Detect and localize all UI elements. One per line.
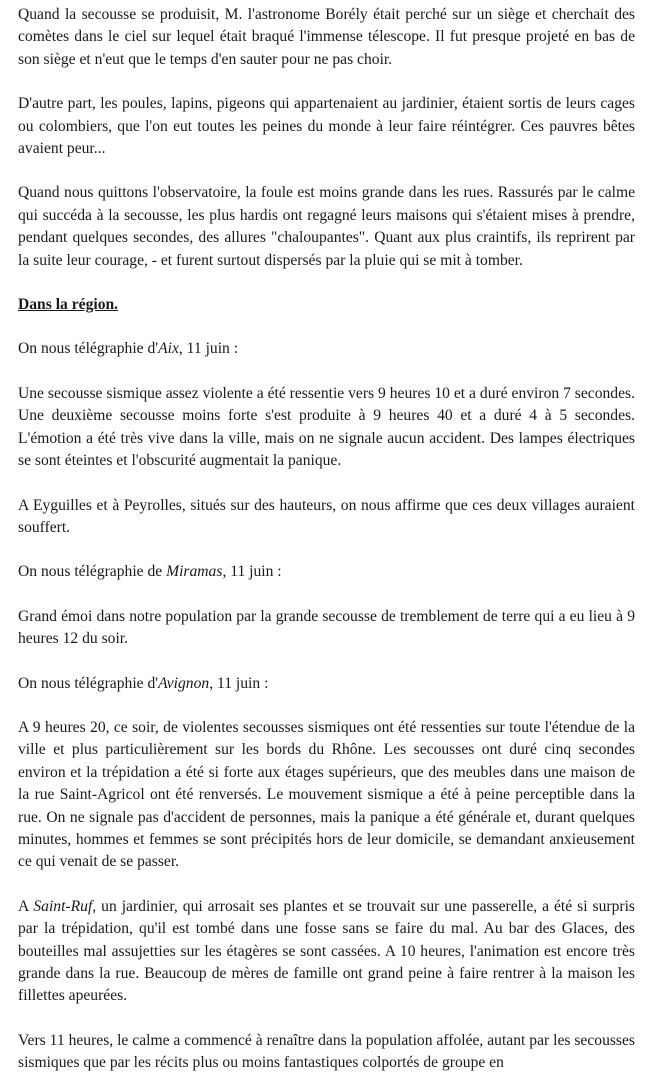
place-name: Aix	[158, 340, 179, 358]
text-run: A	[18, 897, 34, 915]
text-run: Une secousse sismique assez violente a été ressentie vers 9 heures 10 et a duré environ 7 secondes. Une deuxième secousse moins forte s'est produite à 9 heures 40 et a duré 4 à 5 secondes. L'émotion a été très vive dans la ville, mais on ne signale aucun accident. Des lampes électriques se sont éteintes et l'obscurité augmentait la panique.	[18, 384, 635, 470]
text-run: , 11 juin :	[222, 563, 282, 581]
text-run: Dans la région.	[18, 296, 119, 314]
paragraph-borely	[18, 4, 635, 71]
text-run: A 9 heures 20, ce soir, de violentes secousses sismiques ont été ressenties sur toute l'étendue de la ville et plus particulièrement sur les bords du Rhône. Les secousses ont duré cinq secondes environ et la trépidation a été si forte aux étages supérieurs, que des meubles dans une maison de la rue Saint-Agricol ont été renversés. Le mouvement sismique a été à peine perceptible dans la rue. On ne signale pas d'accident de personnes, mais la panique a été générale et, durant quelques minutes, hommes et femmes se sont précipités hors de leur domicile, se demandant anxieusement ce qui venait de se passer.	[18, 718, 635, 871]
place-name: Avignon	[158, 674, 210, 692]
text-run: On nous télégraphie de	[18, 563, 167, 581]
place-name: Miramas	[166, 563, 223, 581]
dateline-aix	[18, 338, 635, 360]
paragraph-aix-report	[18, 383, 635, 473]
text-run: , un jardinier, qui arrosait ses plantes et se trouvait sur une passerelle, a été si surpris par la trépidation, qu'il est tombé dans une fosse sans se faire du mal. Au bar des Glaces, des bouteilles mal assujetties sur les étagères se sont cassées. A 10 heures, l'animation est encore très grande dans la rue. Beaucoup de mères de famille ont grand peine à faire rentrer à la maison les fillettes apeurées.	[18, 897, 635, 1005]
paragraph-saint-ruf	[18, 896, 635, 1008]
text-run: Quand la secousse se produisit, M. l'astronome Borély était perché sur un siège et cherchait des comètes dans le ciel sur lequel était braqué l'immense télescope. Il fut presque projeté en bas de son siège et n'eut que le temps d'en sauter pour ne pas choir.	[18, 6, 635, 68]
text-run: Vers 11 heures, le calme a commencé à renaître dans la population affolée, autant par les secousses sismiques que par les récits plus ou moins fantastiques colportés de groupe en	[18, 1031, 635, 1072]
text-run: On nous télégraphie d'	[18, 674, 159, 692]
dateline-miramas	[18, 561, 635, 583]
paragraph-leaving-observatory	[18, 182, 635, 272]
text-run: , 11 juin :	[209, 674, 269, 692]
dateline-avignon	[18, 673, 635, 695]
text-run: Grand émoi dans notre population par la grande secousse de tremblement de terre qui a eu lieu à 9 heures 12 du soir.	[18, 607, 635, 648]
section-heading-region	[18, 294, 635, 316]
paragraph-avignon-report	[18, 717, 635, 874]
paragraph-eyguilles-peyrolles	[18, 495, 635, 540]
text-run: A Eyguilles et à Peyrolles, situés sur des hauteurs, on nous affirme que ces deux villages auraient souffert.	[18, 496, 635, 536]
text-run: Quand nous quittons l'observatoire, la foule est moins grande dans les rues. Rassurés par le calme qui succéda à la secousse, les plus hardis ont regagné leurs maisons qui s'étaient mises à prendre, pendant quelques secondes, des allures "chaloupantes". Quant aux plus craintifs, ils reprirent par la suite leur courage, - et furent surtout dispersés par la pluie qui se mit à tomber.	[18, 184, 635, 269]
text-run: D'autre part, les poules, lapins, pigeons qui appartenaient au jardinier, étaient sortis de leurs cages ou colombiers, que l'on eut toutes les peines du monde à leur faire réintégrer. Ces pauvres bêtes avaient peur...	[18, 95, 635, 158]
paragraph-animals	[18, 93, 635, 160]
paragraph-miramas-report	[18, 606, 635, 651]
place-name: Saint-Ruf	[33, 897, 93, 915]
text-run: On nous télégraphie d'	[18, 340, 159, 358]
text-run: , 11 juin :	[178, 340, 239, 358]
paragraph-eleven-oclock	[18, 1030, 635, 1075]
